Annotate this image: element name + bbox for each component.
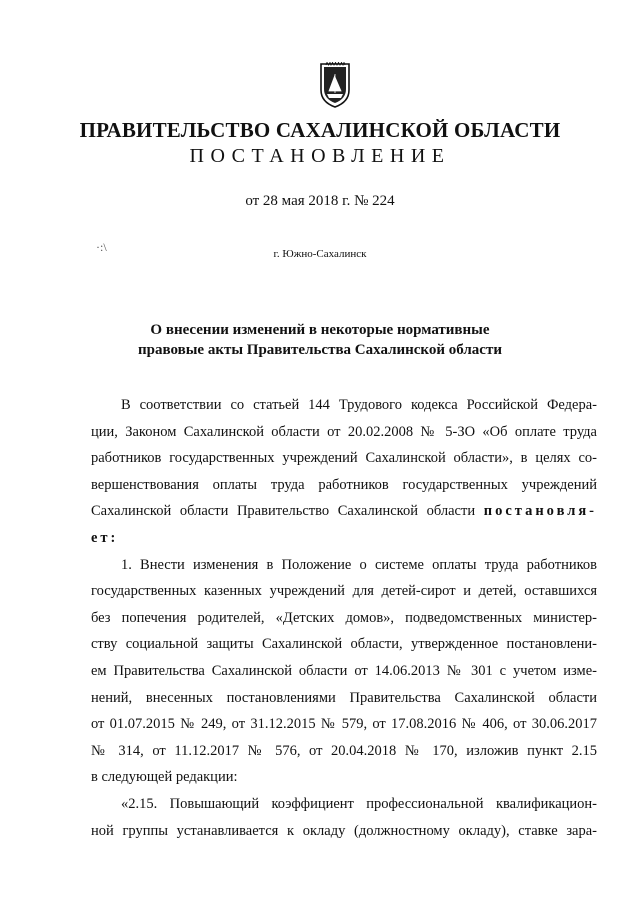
- preamble-line-3: работников государственных учреждений Сахалинской области», в целях со-: [91, 450, 597, 467]
- item1-line-5: ем Правительства Сахалинской области от 14.06.2013 № 301 с учетом изме-: [91, 662, 597, 679]
- item1-line-9: в следующей редакции:: [91, 769, 238, 786]
- item1-line-2: государственных казенных учреждений для детей-сирот и детей, оставшихся: [91, 583, 597, 600]
- scan-mark: ·:\: [96, 240, 107, 254]
- item1-line-7: от 01.07.2015 № 249, от 31.12.2015 № 579, от 17.08.2016 № 406, от 30.06.2017: [91, 716, 597, 733]
- item1-line-1: 1. Внести изменения в Положение о системе оплаты труда работников: [121, 556, 597, 573]
- preamble-line-5: [91, 498, 597, 525]
- preamble-line-1: В соответствии со статьей 144 Трудового кодекса Российской Федера-: [121, 397, 597, 413]
- item1-line-6: нений, внесенных постановлениями Правительства Сахалинской области: [91, 689, 597, 706]
- preamble-line-5-text: Сахалинской области Правительство Сахалинской области: [91, 503, 476, 520]
- decree-word-part-1: постановля-: [483, 503, 598, 520]
- city-name: г. Южно-Сахалинск: [273, 248, 367, 260]
- preamble-line-4: вершенствования оплаты труда работников государственных учреждений: [91, 476, 597, 493]
- subject-line-1: О внесении изменений в некоторые нормативные: [150, 322, 490, 338]
- quote-line-2: ной группы устанавливается к окладу (должностному окладу), ставке зара-: [91, 822, 597, 839]
- document-date-number: от 28 мая 2018 г. № 224: [245, 193, 395, 209]
- subject-line-2: правовые акты Правительства Сахалинской области: [138, 342, 502, 358]
- document-type: ПОСТАНОВЛЕНИЕ: [189, 145, 451, 167]
- quote-line-1: «2.15. Повышающий коэффициент профессиональной квалификацион-: [121, 795, 597, 812]
- item1-line-3: без попечения родителей, «Детских домов», подведомственных министер-: [91, 609, 597, 626]
- decree-word-part-2: ет:: [91, 529, 119, 546]
- organization-title: ПРАВИТЕЛЬСТВО САХАЛИНСКОЙ ОБЛАСТИ: [79, 118, 561, 142]
- preamble-line-2: ции, Законом Сахалинской области от 20.02.2008 № 5-ЗО «Об оплате труда: [91, 423, 597, 440]
- coat-of-arms-icon: [318, 62, 352, 108]
- preamble-line-6: [91, 525, 597, 552]
- item1-line-4: ству социальной защиты Сахалинской области, утвержденное постановлени-: [91, 636, 597, 653]
- item1-line-8: № 314, от 11.12.2017 № 576, от 20.04.2018 № 170, изложив пункт 2.15: [91, 742, 597, 759]
- document-body: [91, 392, 597, 844]
- document-subject: [0, 320, 640, 360]
